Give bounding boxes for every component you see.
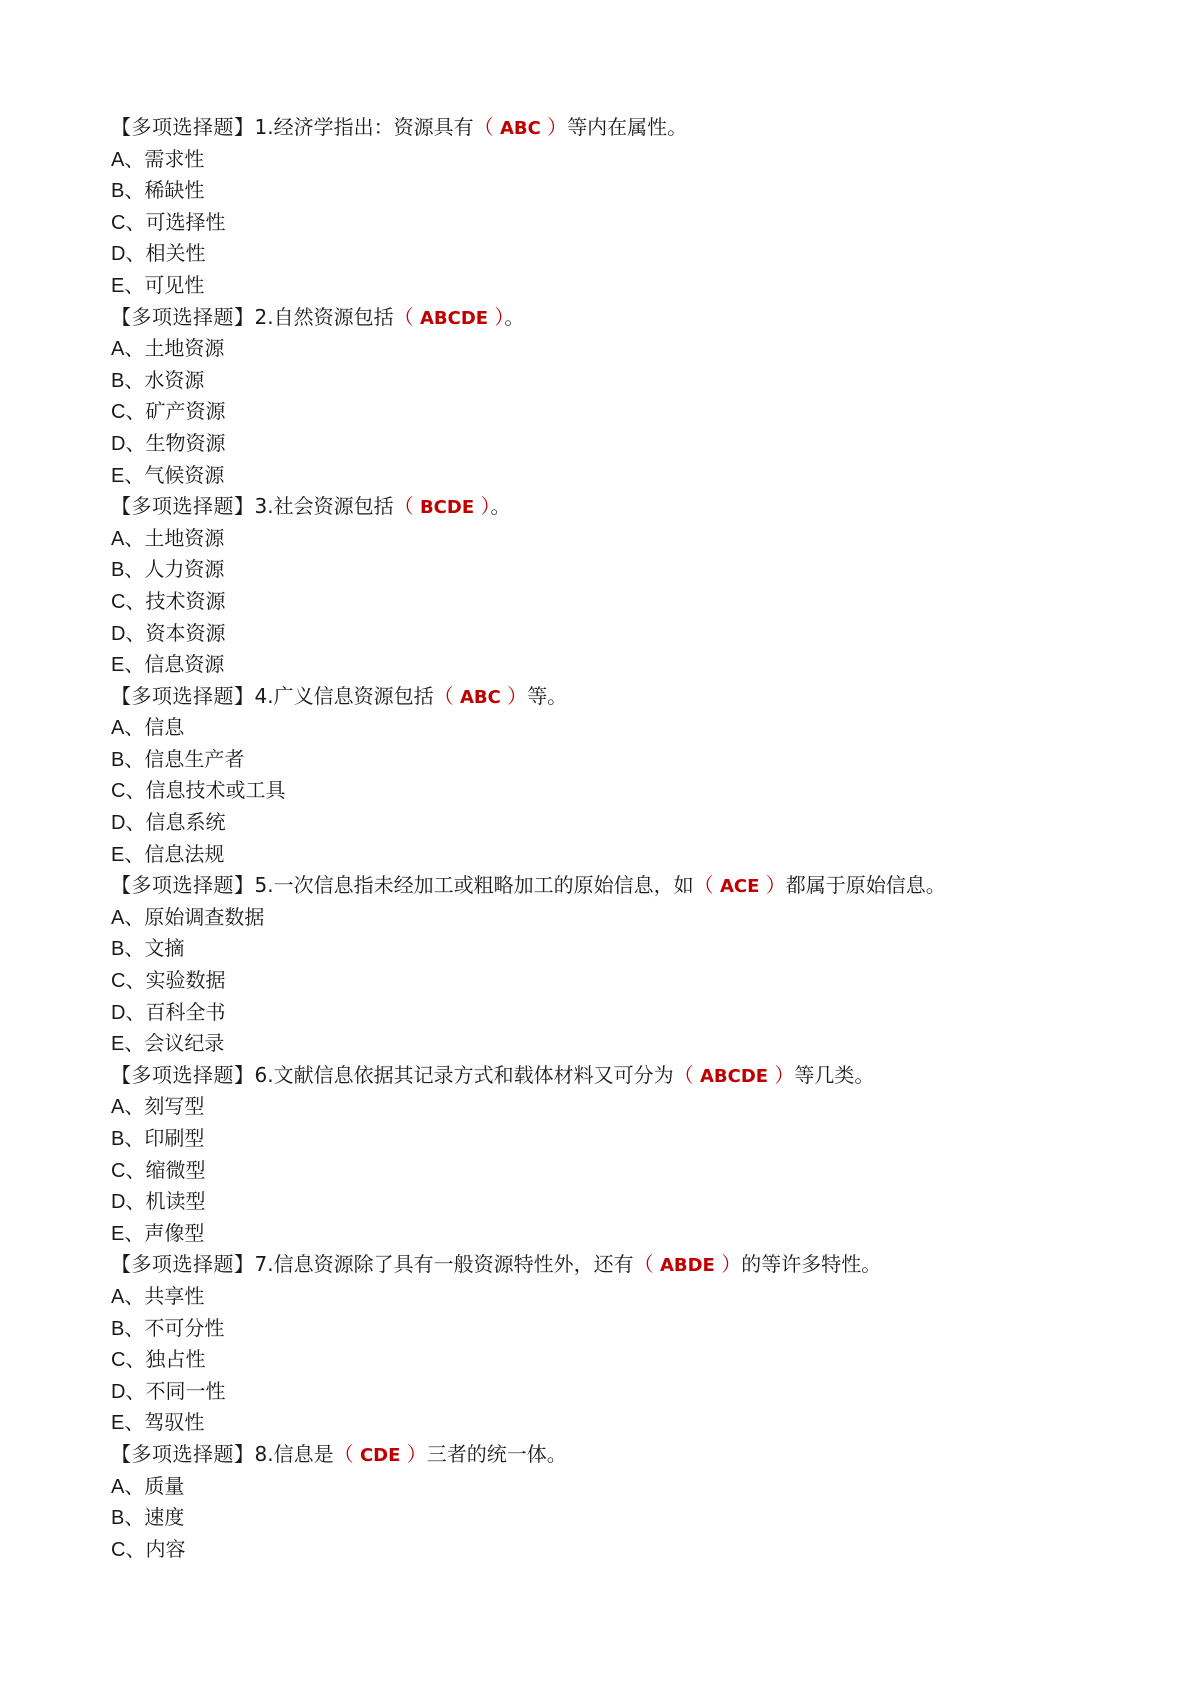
option-text: 文摘 xyxy=(144,936,185,961)
option-text: 不同一性 xyxy=(145,1378,226,1403)
option-text: 需求性 xyxy=(144,146,205,171)
option-letter: E xyxy=(111,1412,125,1435)
option-text: 刻写型 xyxy=(144,1094,205,1119)
option-item xyxy=(111,1344,1191,1376)
option-item xyxy=(111,1534,1191,1566)
option-separator: 、 xyxy=(124,336,145,361)
option-separator: 、 xyxy=(124,1220,145,1245)
option-separator: 、 xyxy=(125,968,146,993)
option-letter: B xyxy=(111,369,125,392)
option-separator: 、 xyxy=(124,715,145,740)
option-separator: 、 xyxy=(124,841,145,866)
option-text: 信息 xyxy=(144,715,185,740)
close-paren: ） xyxy=(714,1252,742,1277)
option-item xyxy=(111,1186,1191,1218)
question-number: 7. xyxy=(254,1252,274,1277)
option-separator: 、 xyxy=(124,1126,145,1150)
option-letter: D xyxy=(111,1191,126,1214)
option-item xyxy=(111,1028,1191,1060)
option-separator: 、 xyxy=(124,462,145,487)
option-letter: D xyxy=(111,432,126,455)
option-item xyxy=(111,144,1191,176)
question-type-tag: 【多项选择题】 xyxy=(111,873,255,898)
option-letter: C xyxy=(111,590,126,613)
open-paren: （ xyxy=(633,1252,660,1277)
close-paren: ） xyxy=(474,494,491,519)
option-text: 信息法规 xyxy=(144,841,225,866)
question-stem xyxy=(111,491,1191,523)
close-paren: ） xyxy=(759,873,786,898)
question-text-before: 信息是 xyxy=(273,1441,334,1466)
option-text: 矿产资源 xyxy=(145,399,226,424)
option-item xyxy=(111,238,1191,270)
option-letter: C xyxy=(111,1538,126,1561)
question-text-before: 一次信息指未经加工或粗略加工的原始信息，如 xyxy=(273,873,694,898)
question-text-before: 文献信息依据其记录方式和载体材料又可分为 xyxy=(273,1062,674,1087)
question-type-tag: 【多项选择题】 xyxy=(111,304,255,329)
option-separator: 、 xyxy=(124,652,145,677)
option-text: 不可分性 xyxy=(144,1315,225,1340)
option-item xyxy=(111,997,1191,1029)
option-letter: E xyxy=(111,464,125,487)
option-item xyxy=(111,775,1191,807)
option-item xyxy=(111,902,1191,934)
option-item xyxy=(111,712,1191,744)
question-text-after: 等。 xyxy=(527,683,568,708)
option-separator: 、 xyxy=(124,1094,145,1119)
option-separator: 、 xyxy=(124,1315,145,1340)
option-letter: E xyxy=(111,1222,125,1245)
option-item xyxy=(111,396,1191,428)
option-separator: 、 xyxy=(124,1473,145,1498)
option-separator: 、 xyxy=(125,1347,146,1372)
option-letter: A xyxy=(111,148,125,171)
option-letter: A xyxy=(111,527,125,550)
answer-key: ACE xyxy=(719,876,760,898)
question-type-tag: 【多项选择题】 xyxy=(111,1441,255,1466)
question-text-after: 三者的统一体。 xyxy=(426,1441,567,1466)
option-text: 技术资源 xyxy=(145,588,226,613)
option-text: 驾驭性 xyxy=(144,1410,205,1435)
option-item xyxy=(111,1218,1191,1250)
option-item xyxy=(111,807,1191,839)
option-separator: 、 xyxy=(124,178,145,203)
question-text-after: 。 xyxy=(490,494,511,519)
option-text: 生物资源 xyxy=(145,430,226,455)
option-item xyxy=(111,207,1191,239)
option-separator: 、 xyxy=(124,746,145,771)
question-text-before: 广义信息资源包括 xyxy=(273,683,434,708)
option-item xyxy=(111,649,1191,681)
option-item xyxy=(111,744,1191,776)
option-letter: B xyxy=(111,1128,125,1150)
option-letter: A xyxy=(111,906,125,929)
answer-key: BCDE xyxy=(419,497,475,519)
question-text-before: 信息资源除了具有一般资源特性外，还有 xyxy=(273,1252,634,1277)
option-separator: 、 xyxy=(124,1031,145,1056)
question-text-before: 自然资源包括 xyxy=(273,304,394,329)
open-paren: （ xyxy=(693,873,720,898)
option-letter: E xyxy=(111,274,125,297)
option-item xyxy=(111,1123,1191,1155)
option-letter: B xyxy=(111,938,125,961)
option-letter: A xyxy=(111,717,125,740)
answer-key: ABCDE xyxy=(699,1065,769,1087)
option-item xyxy=(111,365,1191,397)
answer-key: ABCDE xyxy=(419,307,489,329)
question-type-tag: 【多项选择题】 xyxy=(111,1252,255,1277)
option-letter: D xyxy=(111,243,126,266)
option-separator: 、 xyxy=(125,1189,146,1214)
option-separator: 、 xyxy=(125,778,146,803)
option-text: 印刷型 xyxy=(144,1126,205,1150)
question-stem xyxy=(111,1060,1191,1092)
option-separator: 、 xyxy=(124,936,145,961)
option-text: 机读型 xyxy=(145,1189,206,1214)
option-letter: C xyxy=(111,1349,126,1372)
option-separator: 、 xyxy=(125,620,146,645)
option-text: 人力资源 xyxy=(144,557,225,582)
option-text: 土地资源 xyxy=(144,336,225,361)
question-text-after: 的等许多特性。 xyxy=(741,1252,882,1277)
option-letter: B xyxy=(111,559,125,582)
option-text: 原始调查数据 xyxy=(144,904,265,929)
option-letter: C xyxy=(111,970,126,993)
question-text-after: 等几类。 xyxy=(794,1062,875,1087)
option-item xyxy=(111,1471,1191,1503)
question-type-tag: 【多项选择题】 xyxy=(111,683,255,708)
option-separator: 、 xyxy=(125,999,146,1024)
question-text-after: 等内在属性。 xyxy=(567,115,688,139)
option-text: 信息生产者 xyxy=(144,746,245,771)
option-separator: 、 xyxy=(125,1157,146,1182)
open-paren: （ xyxy=(333,1441,360,1466)
option-separator: 、 xyxy=(125,1536,146,1561)
option-separator: 、 xyxy=(124,272,145,297)
option-item xyxy=(111,933,1191,965)
option-item xyxy=(111,270,1191,302)
question-stem xyxy=(111,1249,1191,1281)
option-letter: E xyxy=(111,1033,125,1056)
option-letter: A xyxy=(111,1475,125,1498)
close-paren: ） xyxy=(488,304,505,329)
option-separator: 、 xyxy=(124,557,145,582)
option-separator: 、 xyxy=(125,241,146,266)
question-type-tag: 【多项选择题】 xyxy=(111,494,255,519)
option-separator: 、 xyxy=(124,1505,145,1530)
option-item xyxy=(111,523,1191,555)
option-text: 气候资源 xyxy=(144,462,225,487)
question-stem xyxy=(111,681,1191,713)
option-item xyxy=(111,460,1191,492)
option-letter: E xyxy=(111,843,125,866)
option-letter: C xyxy=(111,1159,126,1182)
question-text-before: 社会资源包括 xyxy=(273,494,394,519)
option-separator: 、 xyxy=(124,1410,145,1435)
option-item xyxy=(111,1091,1191,1123)
option-separator: 、 xyxy=(125,209,146,234)
option-separator: 、 xyxy=(125,399,146,424)
option-separator: 、 xyxy=(125,1378,146,1403)
option-letter: B xyxy=(111,180,125,203)
option-text: 质量 xyxy=(144,1473,185,1498)
option-separator: 、 xyxy=(124,525,145,550)
question-number: 6. xyxy=(254,1062,274,1087)
option-item xyxy=(111,1407,1191,1439)
open-paren: （ xyxy=(473,115,500,139)
option-text: 缩微型 xyxy=(145,1157,206,1182)
question-number: 2. xyxy=(254,304,274,329)
option-item xyxy=(111,333,1191,365)
option-text: 共享性 xyxy=(144,1283,205,1308)
option-text: 可选择性 xyxy=(145,209,226,234)
option-item xyxy=(111,428,1191,460)
option-separator: 、 xyxy=(124,146,145,171)
option-letter: D xyxy=(111,812,126,835)
option-text: 稀缺性 xyxy=(144,178,205,203)
option-text: 独占性 xyxy=(145,1347,206,1372)
question-type-tag: 【多项选择题】 xyxy=(111,1062,255,1087)
open-paren: （ xyxy=(433,683,460,708)
option-text: 会议纪录 xyxy=(144,1031,225,1056)
option-text: 水资源 xyxy=(144,367,205,392)
option-item xyxy=(111,839,1191,871)
open-paren: （ xyxy=(393,304,420,329)
option-separator: 、 xyxy=(124,367,145,392)
option-item xyxy=(111,1502,1191,1534)
option-separator: 、 xyxy=(124,904,145,929)
option-item xyxy=(111,618,1191,650)
option-letter: A xyxy=(111,1096,125,1119)
option-text: 声像型 xyxy=(144,1220,205,1245)
option-letter: D xyxy=(111,1380,126,1403)
option-separator: 、 xyxy=(125,810,146,835)
option-item xyxy=(111,1313,1191,1345)
close-paren: ） xyxy=(400,1441,427,1466)
option-item xyxy=(111,965,1191,997)
open-paren: （ xyxy=(393,494,420,519)
close-paren: ） xyxy=(500,683,528,708)
option-letter: B xyxy=(111,1507,125,1530)
question-stem xyxy=(111,302,1191,334)
option-text: 资本资源 xyxy=(145,620,226,645)
option-letter: A xyxy=(111,1285,125,1308)
option-separator: 、 xyxy=(125,430,146,455)
option-item xyxy=(111,1155,1191,1187)
option-letter: E xyxy=(111,654,125,677)
answer-key: ABC xyxy=(499,118,541,139)
option-item xyxy=(111,1281,1191,1313)
option-letter: D xyxy=(111,1001,126,1024)
question-number: 3. xyxy=(254,494,274,519)
option-text: 信息系统 xyxy=(145,810,226,835)
close-paren: ） xyxy=(768,1062,795,1087)
option-text: 速度 xyxy=(144,1505,185,1530)
option-text: 内容 xyxy=(145,1536,186,1561)
option-text: 土地资源 xyxy=(144,525,225,550)
answer-key: ABDE xyxy=(659,1255,715,1277)
option-item xyxy=(111,586,1191,618)
question-stem xyxy=(111,1439,1191,1471)
question-text-after: 都属于原始信息。 xyxy=(785,873,946,898)
answer-key: ABC xyxy=(459,686,501,708)
option-letter: C xyxy=(111,780,126,803)
question-number: 5. xyxy=(254,873,274,898)
option-item xyxy=(111,1376,1191,1408)
option-text: 相关性 xyxy=(145,241,206,266)
option-text: 可见性 xyxy=(144,272,205,297)
question-number: 1. xyxy=(254,115,274,139)
option-letter: B xyxy=(111,1317,125,1340)
question-number: 8. xyxy=(254,1441,274,1466)
option-letter: A xyxy=(111,338,125,361)
close-paren: ） xyxy=(540,115,568,139)
question-text-after: 。 xyxy=(504,304,525,329)
question-number: 4. xyxy=(254,683,274,708)
option-text: 实验数据 xyxy=(145,968,226,993)
option-item xyxy=(111,175,1191,207)
option-letter: C xyxy=(111,211,126,234)
option-text: 信息技术或工具 xyxy=(145,778,286,803)
option-letter: D xyxy=(111,622,126,645)
option-separator: 、 xyxy=(124,1283,145,1308)
option-text: 信息资源 xyxy=(144,652,225,677)
answer-key: CDE xyxy=(359,1444,401,1466)
option-item xyxy=(111,554,1191,586)
option-separator: 、 xyxy=(125,588,146,613)
option-letter: B xyxy=(111,748,125,771)
option-text: 百科全书 xyxy=(145,999,226,1024)
option-letter: C xyxy=(111,401,126,424)
open-paren: （ xyxy=(673,1062,700,1087)
question-stem xyxy=(111,870,1191,902)
question-text-before: 经济学指出：资源具有 xyxy=(273,115,474,139)
question-type-tag: 【多项选择题】 xyxy=(111,115,255,139)
question-stem xyxy=(111,112,1191,144)
